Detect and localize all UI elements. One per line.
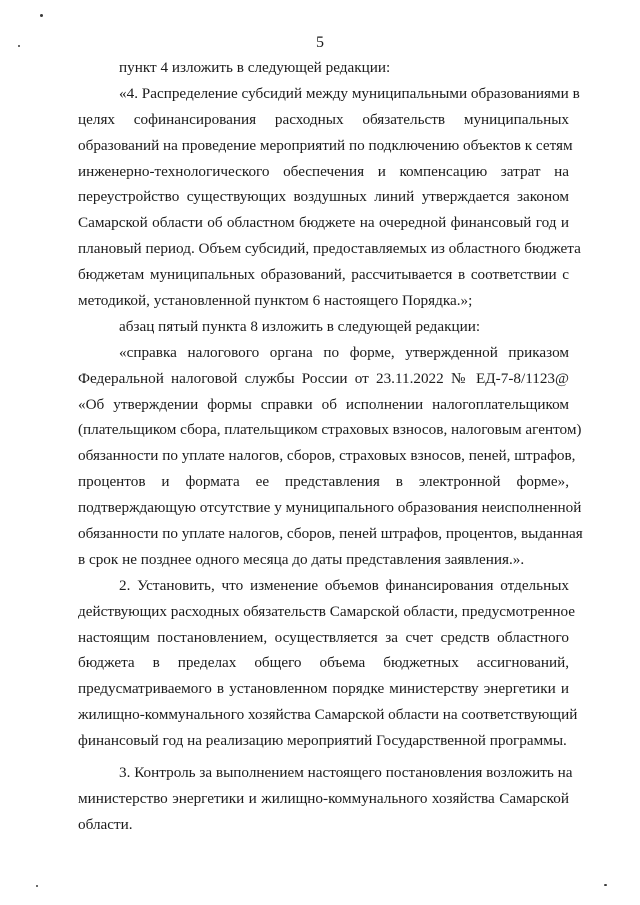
paragraph-line: плановый период. Объем субсидий, предоставляемых из областного бюджета [78, 240, 581, 258]
paragraph-line: 2. Установить, что изменение объемов финансирования отдельных [119, 576, 569, 594]
page-number: 5 [316, 34, 324, 51]
scan-speck [604, 884, 607, 886]
paragraph-line: «Об утверждении формы справки об исполнении налогоплательщиком [78, 395, 569, 413]
paragraph-line: жилищно-коммунального хозяйства Самарской области на соответствующий [78, 706, 578, 724]
paragraph-line: финансовый год на реализацию мероприятий Государственной программы. [78, 732, 567, 750]
paragraph-line: целях софинансирования расходных обязательств муниципальных [78, 110, 569, 128]
scan-speck [36, 885, 38, 887]
paragraph-line: инженерно-технологического обеспечения и компенсацию затрат на [78, 162, 569, 180]
paragraph-line: (плательщиком сбора, плательщиком страховых взносов, налоговым агентом) [78, 421, 582, 439]
paragraph-line: подтверждающую отсутствие у муниципального образования неисполненной [78, 499, 582, 517]
paragraph-line: методикой, установленной пунктом 6 настоящего Порядка.»; [78, 292, 473, 310]
paragraph-line: обязанности по уплате налогов, сборов, пеней штрафов, процентов, выданная [78, 525, 583, 543]
paragraph-line: Федеральной налоговой службы России от 23.11.2022 № ЕД-7-8/1123@ [78, 369, 569, 387]
paragraph-line: бюджета в пределах общего объема бюджетных ассигнований, [78, 654, 569, 672]
paragraph-line: абзац пятый пункта 8 изложить в следующей редакции: [119, 317, 481, 335]
paragraph-line: «справка налогового органа по форме, утвержденной приказом [119, 343, 569, 361]
paragraph-line: в срок не позднее одного месяца до даты представления заявления.». [78, 550, 525, 568]
paragraph-line: Самарской области об областном бюджете на очередной финансовый год и [78, 214, 569, 232]
paragraph-line: образований на проведение мероприятий по подключению объектов к сетям [78, 136, 573, 154]
scan-speck [40, 14, 43, 17]
paragraph-line: пункт 4 изложить в следующей редакции: [119, 59, 391, 76]
paragraph-line: процентов и формата ее представления в электронной форме», [78, 473, 569, 491]
paragraph-line: министерство энергетики и жилищно-коммунального хозяйства Самарской [78, 789, 569, 807]
scan-speck [18, 45, 20, 47]
paragraph-line: предусматриваемого в установленном порядке министерству энергетики и [78, 680, 569, 698]
paragraph-line: переустройство существующих воздушных линий утверждается законом [78, 188, 569, 206]
paragraph-line: настоящим постановлением, осуществляется за счет средств областного [78, 628, 569, 646]
body-text-final [78, 760, 573, 838]
paragraph-line: области. [78, 815, 133, 833]
paragraph-line: 3. Контроль за выполнением настоящего постановления возложить на [119, 764, 573, 781]
paragraph-line: бюджетам муниципальных образований, рассчитывается в соответствии с [78, 266, 569, 284]
paragraph-line: действующих расходных обязательств Самарской области, предусмотренное [78, 602, 575, 620]
body-text [78, 55, 583, 754]
paragraph-line: «4. Распределение субсидий между муниципальными образованиями в [119, 84, 580, 102]
paragraph-line: обязанности по уплате налогов, сборов, страховых взносов, пеней, штрафов, [78, 447, 576, 465]
